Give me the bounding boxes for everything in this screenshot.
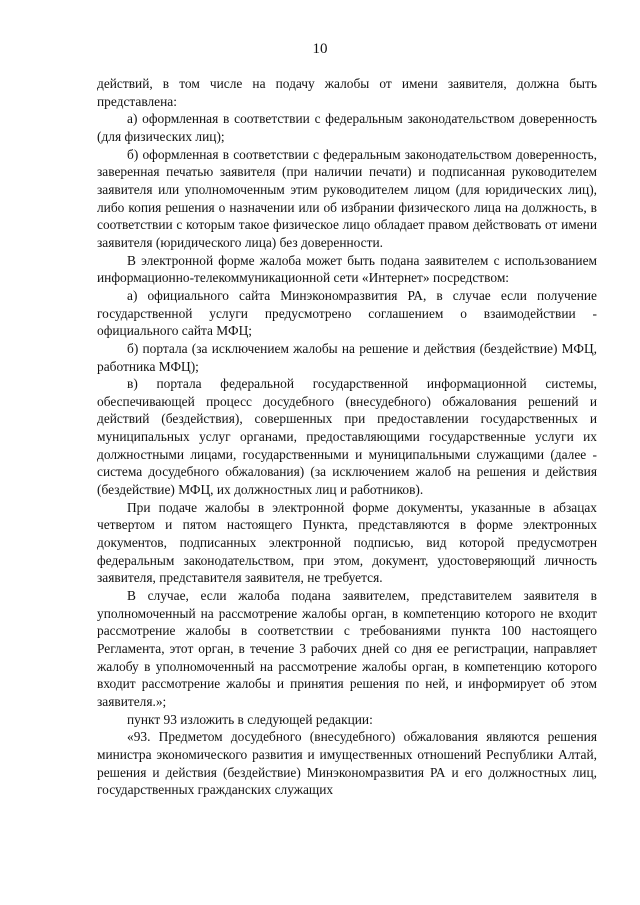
paragraph-item-b: б) оформленная в соответствии с федеральным законодательством доверенность, заверенная печатью заявителя (при наличии печати) и подписанная руководителем заявителя или уполномоченным этим руководителем лицом (для юридических лиц), либо копия решения о назначении или об избрании физического лица на должность, в соответствии с которым такое физическое лицо обладает правом действовать от имени заявителя (юридического лица) без доверенности. [97,146,597,250]
paragraph-electronic-a: а) официального сайта Минэкономразвития РА, в случае если получение государственной услуги предусмотрено соглашением о взаимодействии - официального сайта МФЦ; [97,287,597,339]
paragraph-electronic-documents: При подаче жалобы в электронной форме документы, указанные в абзацах четвертом и пятом настоящего Пункта, представляются в форме электронных документов, подписанных электронной подписью, вид которой предусмотрен федеральным законодательством, при этом, документ, удостоверяющий личность заявителя, представителя заявителя, не требуется. [97,499,597,586]
paragraph-electronic-b: б) портала (за исключением жалобы на решение и действия (бездействие) МФЦ, работника МФЦ); [97,340,597,374]
page-number: 10 [312,41,328,57]
paragraph-point-93-intro: пункт 93 изложить в следующей редакции: [127,711,373,727]
paragraph-redirect-complaint: В случае, если жалоба подана заявителем, представителем заявителя в уполномоченный на рассмотрение жалобы орган, в компетенцию которого не входит рассмотрение жалобы в соответствии с требованиями пункта 100 настоящего Регламента, этот орган, в течение 3 рабочих дней со дня ее регистрации, направляет жалобу в уполномоченный на рассмотрение жалобы орган, в компетенцию которого входит рассмотрение жалобы и принятия решения по ней, и информирует об этом заявителя.»; [97,588,597,709]
paragraph-electronic-c: в) портала федеральной государственной информационной системы, обеспечивающей процесс досудебного (внесудебного) обжалования решений и действий (бездействия), совершенных при предоставлении государственных и муниципальных услуг органами, предоставляющими государственные услуги их должностными лицами, государственными и муниципальными служащими (далее - система досудебного обжалования) (за исключением жалоб на решения и действия (бездействие) МФЦ, их должностных лиц и работников). [97,376,597,498]
paragraph-item-a: а) оформленная в соответствии с федеральным законодательством доверенность (для физических лиц); [97,111,597,144]
paragraph-continuation: действий, в том числе на подачу жалобы от имени заявителя, должна быть представлена: [97,76,597,109]
document-body [97,75,597,799]
paragraph-electronic-form: В электронной форме жалоба может быть подана заявителем с использованием информационно-телекоммуникационной сети «Интернет» посредством: [97,252,597,286]
paragraph-point-93: «93. Предметом досудебного (внесудебного) обжалования являются решения министра экономического развития и имущественных отношений Республики Алтай, решения и действия (бездействие) Минэкономразвития РА и его должностных лиц, государственных гражданских служащих [97,729,597,798]
